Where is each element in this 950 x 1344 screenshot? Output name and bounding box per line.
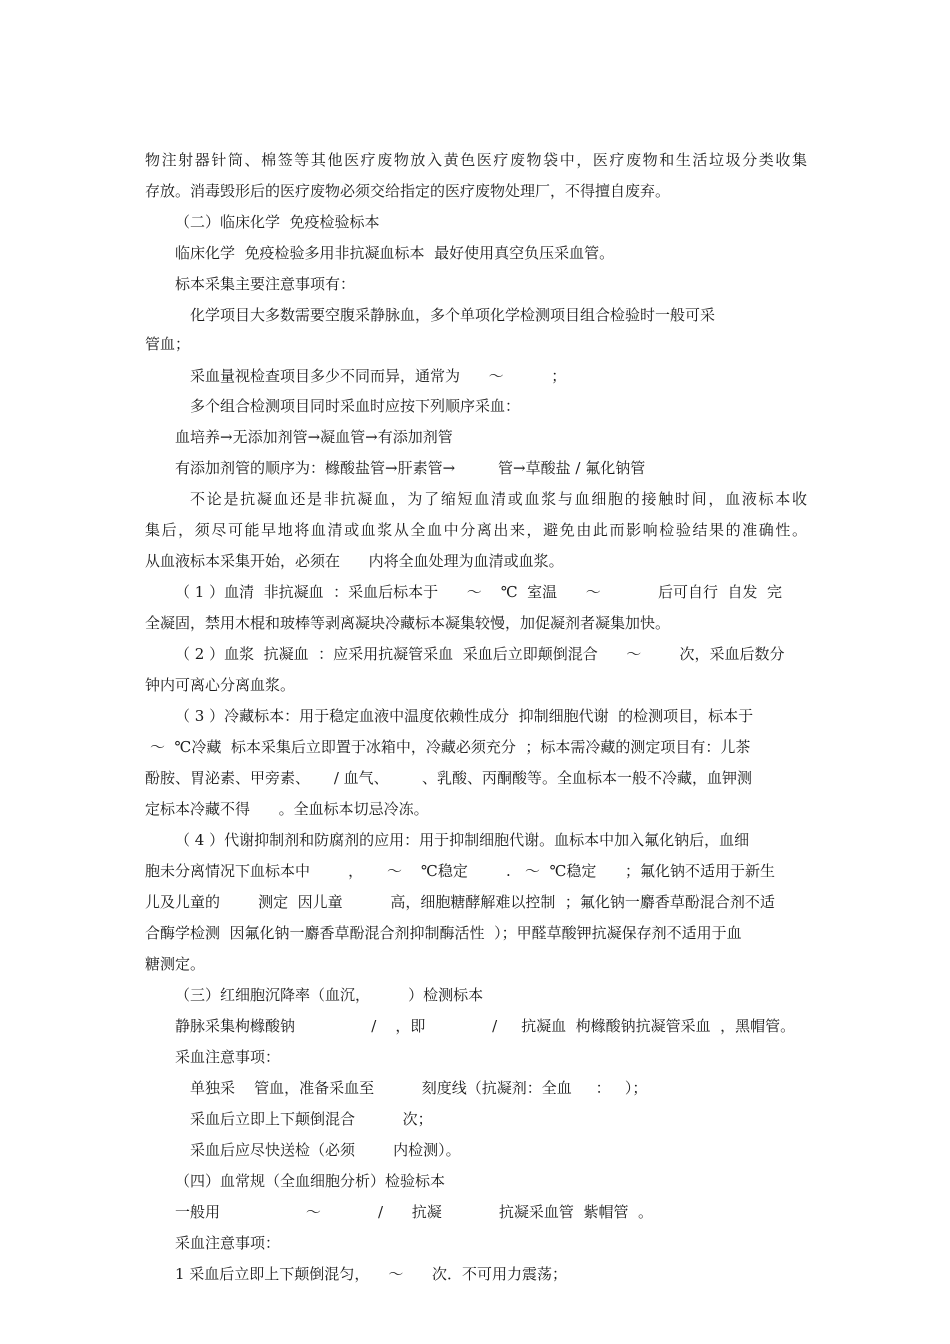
paragraph-line: 一般用 ～ / 抗凝 抗凝采血管 紫帽管 。 xyxy=(175,1203,653,1221)
paragraph-line: 酚胺、胃泌素、甲旁素、 / 血气、 、乳酸、丙酮酸等。全血标本一般不冷藏，血钾测 xyxy=(145,769,753,787)
paragraph-line: 从血液标本采集开始，必须在 内将全血处理为血清或血浆。 xyxy=(145,552,564,570)
section-heading: （四）血常规（全血细胞分析）检验标本 xyxy=(175,1172,446,1190)
paragraph-line: ～ ℃冷藏 标本采集后立即置于冰箱中，冷藏必须充分 ；标本需冷藏的测定项目有：儿茶 xyxy=(150,738,751,756)
paragraph-line: （ 1 ）血清 非抗凝血 ：采血后标本于 ～ ℃ 室温 ～ 后可自行 自发 完 xyxy=(175,583,783,601)
paragraph-line: 全凝固，禁用木棍和玻棒等剥离凝块冷藏标本凝集较慢，加促凝剂者凝集加快。 xyxy=(145,614,671,632)
paragraph-line: 标本采集主要注意事项有： xyxy=(175,275,356,293)
list-item: 多个组合检测项目同时采血时应按下列顺序采血： xyxy=(190,397,521,415)
paragraph-line: 采血注意事项： xyxy=(175,1234,281,1252)
list-item: 化学项目大多数需要空腹采静脉血，多个单项化学检测项目组合检验时一般可采 xyxy=(190,306,716,324)
list-item: 采血量视检查项目多少不同而异，通常为 ～ ； xyxy=(190,367,567,385)
paragraph-line: 集后，须尽可能早地将血清或血浆从全血中分离出来，避免由此而影响检验结果的准确性。 xyxy=(145,521,807,539)
list-item: 采血后应尽快送检（必须 内检测）。 xyxy=(190,1141,461,1159)
paragraph-line: 血培养→无添加剂管→凝血管→有添加剂管 xyxy=(175,428,453,446)
paragraph-line: 管血； xyxy=(145,335,191,353)
paragraph-line: 合酶学检测 因氟化钠一麝香草酚混合剂抑制酶活性 ）；甲醛草酸钾抗凝保存剂不适用于血 xyxy=(145,924,742,942)
paragraph-line: 有添加剂管的顺序为：橼酸盐管→肝素管→ 管→草酸盐 / 氟化钠管 xyxy=(175,459,646,477)
paragraph-line: 糖测定。 xyxy=(145,955,206,973)
paragraph-line: 存放。消毒毁形后的医疗废物必须交给指定的医疗废物处理厂，不得擅自废弃。 xyxy=(145,182,671,200)
list-item: 单独采 管血，准备采血至 刻度线（抗凝剂：全血 ： ）； xyxy=(190,1079,648,1097)
paragraph-line: 静脉采集枸橼酸钠 / ，即 / 抗凝血 枸橼酸钠抗凝管采血 ，黑帽管。 xyxy=(175,1017,796,1035)
paragraph-line: 临床化学 免疫检验多用非抗凝血标本 最好使用真空负压采血管。 xyxy=(175,244,615,262)
list-item: 采血后立即上下颠倒混合 次； xyxy=(190,1110,433,1128)
paragraph-line: （ 4 ）代谢抑制剂和防腐剂的应用：用于抑制细胞代谢。血标本中加入氟化钠后，血细 xyxy=(175,831,750,849)
list-item: 1 采血后立即上下颠倒混匀， ～ 次．不可用力震荡； xyxy=(175,1265,567,1283)
section-heading: （三）红细胞沉降率（血沉， ）检测标本 xyxy=(175,986,484,1004)
paragraph-line: （ 2 ）血浆 抗凝血 ：应采用抗凝管采血 采血后立即颠倒混合 ～ 次，采血后数分 xyxy=(175,645,785,663)
section-heading: （二）临床化学 免疫检验标本 xyxy=(175,213,380,231)
paragraph-line: 定标本冷藏不得 。全血标本切忌冷冻。 xyxy=(145,800,429,818)
paragraph-line: 物注射器针筒、棉签等其他医疗废物放入黄色医疗废物袋中，医疗废物和生活垃圾分类收集 xyxy=(145,151,807,169)
paragraph-line: 胞未分离情况下血标本中 ， ～ ℃稳定 . ～ ℃稳定 ；氟化钠不适用于新生 xyxy=(145,862,775,880)
paragraph-line: 儿及儿童的 测定 因儿童 高，细胞糖酵解难以控制 ；氟化钠一麝香草酚混合剂不适 xyxy=(145,893,775,911)
paragraph-line: 不论是抗凝血还是非抗凝血，为了缩短血清或血浆与血细胞的接触时间，血液标本收 xyxy=(190,490,807,508)
paragraph-line: 采血注意事项： xyxy=(175,1048,281,1066)
paragraph-line: （ 3 ）冷藏标本：用于稳定血液中温度依赖性成分 抑制细胞代谢 的检测项目，标本于 xyxy=(175,707,754,725)
paragraph-line: 钟内可离心分离血浆。 xyxy=(145,676,296,694)
